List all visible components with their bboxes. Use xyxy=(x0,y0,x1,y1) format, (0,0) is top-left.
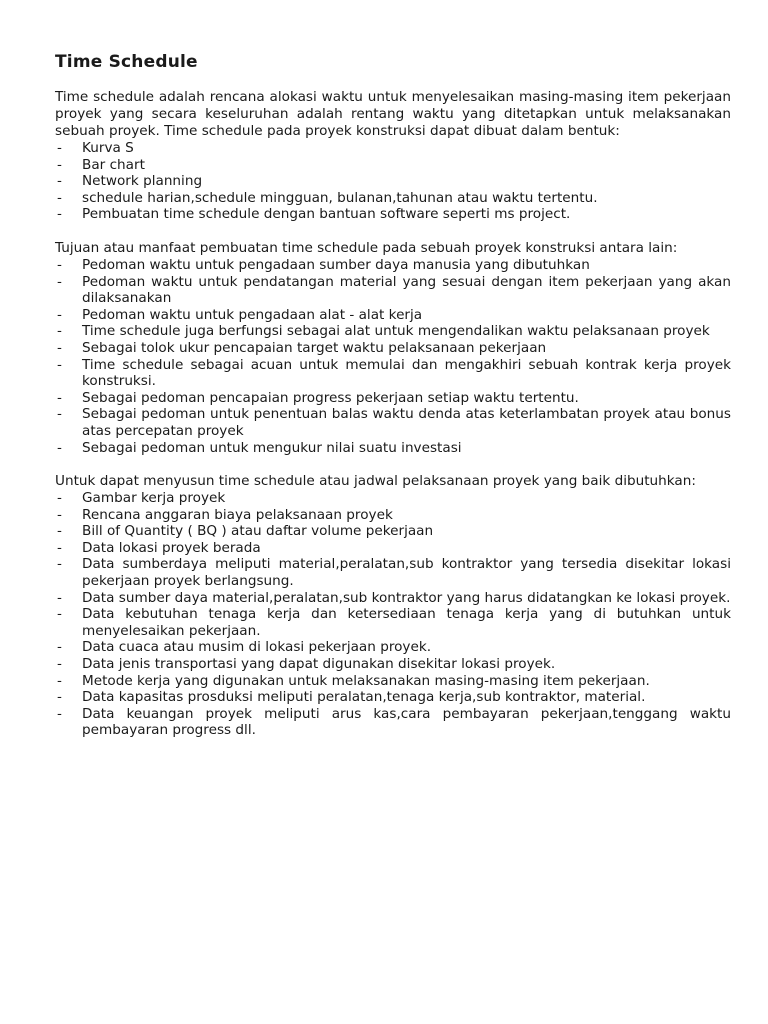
bullet-dash: - xyxy=(57,306,62,323)
list-item xyxy=(55,357,731,390)
bullet-dash: - xyxy=(57,356,62,373)
bullet-dash: - xyxy=(57,656,62,673)
bullet-dash: - xyxy=(57,606,62,623)
list-item-text: Pedoman waktu untuk pendatangan material yang sesuai dengan item pekerjaan yang akan dilaksanakan xyxy=(82,273,731,307)
list-item xyxy=(55,257,731,274)
list-item xyxy=(55,323,731,340)
list-item-text: Network planning xyxy=(82,173,203,190)
bullet-dash: - xyxy=(57,189,62,206)
list-item-text: Data kapasitas prosduksi meliputi peralatan,tenaga kerja,sub kontraktor, material. xyxy=(82,689,646,706)
document-title: Time Schedule xyxy=(55,52,198,72)
bullet-dash: - xyxy=(57,539,62,556)
bullet-dash: - xyxy=(57,689,62,706)
bullet-dash: - xyxy=(57,589,62,606)
requirements-list xyxy=(55,490,731,739)
list-item xyxy=(55,523,731,540)
list-item xyxy=(55,540,731,557)
list-item-text: Data jenis transportasi yang dapat digunakan disekitar lokasi proyek. xyxy=(82,656,556,673)
list-item-text: Pembuatan time schedule dengan bantuan software seperti ms project. xyxy=(82,206,571,223)
list-item xyxy=(55,140,731,157)
list-item-text: Data sumberdaya meliputi material,peralatan,sub kontraktor yang tersedia disekitar lokasi pekerjaan proyek berlangsung. xyxy=(82,556,731,590)
section-gap xyxy=(55,456,731,473)
bullet-dash: - xyxy=(57,639,62,656)
bullet-dash: - xyxy=(57,323,62,340)
list-item-text: Time schedule juga berfungsi sebagai alat untuk mengendalikan waktu pelaksanaan proyek xyxy=(82,323,710,340)
bullet-dash: - xyxy=(57,490,62,507)
list-item-text: Data lokasi proyek berada xyxy=(82,539,261,556)
list-item xyxy=(55,507,731,524)
list-item xyxy=(55,606,731,639)
list-item-text: Bill of Quantity ( BQ ) atau daftar volume pekerjaan xyxy=(82,523,434,540)
list-item xyxy=(55,440,731,457)
list-item-text: Data kebutuhan tenaga kerja dan ketersediaan tenaga kerja yang di butuhkan untuk menyelesaikan pekerjaan. xyxy=(82,606,731,639)
list-item xyxy=(55,673,731,690)
bullet-dash: - xyxy=(57,439,62,456)
bullet-dash: - xyxy=(57,206,62,223)
list-item-text: Pedoman waktu untuk pengadaan sumber daya manusia yang dibutuhkan xyxy=(82,256,590,273)
list-item-text: Data cuaca atau musim di lokasi pekerjaan proyek. xyxy=(82,639,432,656)
section-gap xyxy=(55,223,731,240)
list-item xyxy=(55,689,731,706)
list-item xyxy=(55,274,731,307)
bullet-dash: - xyxy=(57,406,62,423)
bullet-dash: - xyxy=(57,506,62,523)
list-item xyxy=(55,490,731,507)
forms-list xyxy=(55,140,731,223)
list-item-text: Time schedule sebagai acuan untuk memulai dan mengakhiri sebuah kontrak kerja proyek konstruksi. xyxy=(82,356,731,390)
list-item xyxy=(55,656,731,673)
list-item xyxy=(55,406,731,439)
list-item xyxy=(55,307,731,324)
bullet-dash: - xyxy=(57,389,62,406)
list-item-text: Sebagai pedoman untuk penentuan balas waktu denda atas keterlambatan proyek atau bonus atas percepatan proyek xyxy=(82,406,731,439)
list-item-text: Pedoman waktu untuk pengadaan alat - alat kerja xyxy=(82,306,423,323)
list-item xyxy=(55,556,731,589)
list-item xyxy=(55,590,731,607)
list-item xyxy=(55,173,731,190)
list-item-text: schedule harian,schedule mingguan, bulanan,tahunan atau waktu tertentu. xyxy=(82,189,598,206)
list-item-text: Metode kerja yang digunakan untuk melaksanakan masing-masing item pekerjaan. xyxy=(82,672,650,689)
list-item-text: Data keuangan proyek meliputi arus kas,cara pembayaran pekerjaan,tenggang waktu pembayaran progress dll. xyxy=(82,705,731,739)
list-item-text: Sebagai pedoman untuk mengukur nilai suatu investasi xyxy=(82,439,462,456)
list-item xyxy=(55,206,731,223)
list-item xyxy=(55,390,731,407)
list-item xyxy=(55,639,731,656)
list-item-text: Data sumber daya material,peralatan,sub kontraktor yang harus didatangkan ke lokasi proyek. xyxy=(82,589,731,606)
bullet-dash: - xyxy=(57,339,62,356)
requirements-intro: Untuk dapat menyusun time schedule atau jadwal pelaksanaan proyek yang baik dibutuhkan: xyxy=(55,473,696,490)
list-item-text: Sebagai tolok ukur pencapaian target waktu pelaksanaan pekerjaan xyxy=(82,339,547,356)
list-item-text: Bar chart xyxy=(82,156,145,173)
bullet-dash: - xyxy=(57,273,62,290)
list-item-text: Sebagai pedoman pencapaian progress pekerjaan setiap waktu tertentu. xyxy=(82,389,579,406)
list-item-text: Kurva S xyxy=(82,140,134,156)
bullet-dash: - xyxy=(57,523,62,540)
list-item xyxy=(55,340,731,357)
list-item-text: Gambar kerja proyek xyxy=(82,490,226,507)
benefits-list xyxy=(55,257,731,456)
bullet-dash: - xyxy=(57,156,62,173)
bullet-dash: - xyxy=(57,556,62,573)
list-item xyxy=(55,190,731,207)
list-item-text: Rencana anggaran biaya pelaksanaan proyek xyxy=(82,506,393,523)
list-item xyxy=(55,706,731,739)
bullet-dash: - xyxy=(57,173,62,190)
bullet-dash: - xyxy=(57,672,62,689)
list-item xyxy=(55,157,731,174)
intro-paragraph: Time schedule adalah rencana alokasi waktu untuk menyelesaikan masing-masing item pekerjaan proyek yang secara keseluruhan adalah rentang waktu yang ditetapkan untuk melaksanakan sebuah proyek. Time schedule pada proyek konstruksi dapat dibuat dalam bentuk: xyxy=(55,89,731,139)
benefits-intro: Tujuan atau manfaat pembuatan time schedule pada sebuah proyek konstruksi antara lain: xyxy=(55,239,678,256)
bullet-dash: - xyxy=(57,140,62,156)
bullet-dash: - xyxy=(57,705,62,722)
bullet-dash: - xyxy=(57,256,62,273)
